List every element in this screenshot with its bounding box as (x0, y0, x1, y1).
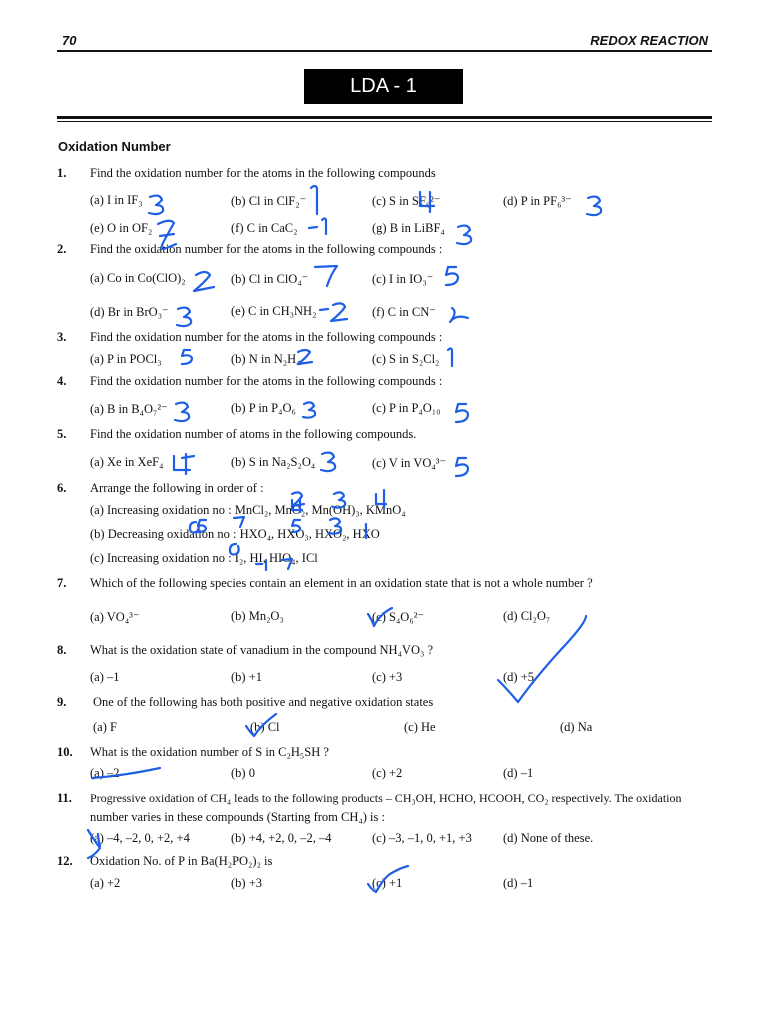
option-q10-b: (b) 0 (231, 766, 255, 780)
ink-answer-q1-d (587, 197, 601, 216)
page-number: 70 (62, 33, 77, 48)
option-q9-c: (c) He (404, 720, 436, 734)
question-number: 1. (57, 166, 67, 180)
option-q9-a: (a) F (93, 720, 117, 734)
question-number: 11. (57, 791, 72, 805)
question-number: 9. (57, 695, 67, 709)
option-q8-c: (c) +3 (372, 670, 403, 684)
option-q1-c: (c) S in SF₆²⁻ (372, 194, 441, 208)
option-q6-b: (b) Decreasing oxidation no : HXO₄, HXO₃, HXO₂, HXO (90, 527, 380, 541)
question-number: 6. (57, 481, 67, 495)
option-q6-c: (c) Increasing oxidation no : I₂, HI, HIO₄, ICl (90, 551, 318, 565)
option-q7-d: (d) Cl₂O₇ (503, 609, 551, 623)
option-q2-c: (c) I in IO₃⁻ (372, 272, 434, 286)
question-text: Find the oxidation number for the atoms in the following compounds (90, 166, 436, 180)
option-q2-f: (f) C in CN⁻ (372, 305, 436, 319)
option-q1-f: (f) C in CaC₂ (231, 221, 298, 235)
ink-answer-q2-d (177, 308, 191, 327)
ink-answer-q2-e (320, 303, 347, 321)
question-number: 8. (57, 643, 67, 657)
ink-answer-q5-b (321, 453, 335, 472)
option-q10-c: (c) +2 (372, 766, 403, 780)
question-number: 4. (57, 374, 67, 388)
title-rule-thin (57, 121, 712, 122)
option-q9-b: (b) Cl (250, 720, 280, 734)
question-number: 3. (57, 330, 67, 344)
question-number: 7. (57, 576, 67, 590)
option-q8-d: (d) +5 (503, 670, 534, 684)
section-heading: Oxidation Number (58, 139, 171, 154)
ink-answer-q1-g (457, 226, 471, 245)
option-q11-a: (a) –4, –2, 0, +2, +4 (90, 831, 190, 845)
question-text: Find the oxidation number for the atoms in the following compounds : (90, 374, 443, 388)
question-number: 10. (57, 745, 73, 759)
lda-title-box: LDA - 1 (304, 69, 463, 104)
option-q4-b: (b) P in P₄O₆ (231, 401, 296, 415)
question-number: 5. (57, 427, 67, 441)
option-q6-a: (a) Increasing oxidation no : MnCl₂, MnO₂, Mn(OH)₃, KMnO₄ (90, 503, 406, 517)
option-q1-d: (d) P in PF₆³⁻ (503, 194, 572, 208)
option-q10-d: (d) –1 (503, 766, 534, 780)
ink-answer-q3-c (448, 349, 452, 367)
ink-answer-q2-b (315, 266, 337, 286)
option-q5-b: (b) S in Na₂S₂O₄ (231, 455, 316, 469)
option-q7-a: (a) VO₄³⁻ (90, 610, 140, 624)
question-text: Find the oxidation number for the atoms in the following compounds : (90, 330, 443, 344)
option-q9-d: (d) Na (560, 720, 593, 734)
option-q2-a: (a) Co in Co(ClO)₂ (90, 271, 186, 285)
option-q3-a: (a) P in POCl₃ (90, 352, 162, 366)
ink-q6-number (234, 517, 244, 527)
question-text: Arrange the following in order of : (90, 481, 264, 495)
option-q3-b: (b) N in N₂H₄ (231, 352, 301, 366)
option-q11-c: (c) –3, –1, 0, +1, +3 (372, 831, 472, 845)
ink-check-q8 (498, 616, 586, 702)
option-q4-a: (a) B in B₄O₇²⁻ (90, 402, 168, 416)
option-q5-c: (c) V in VO₄³⁻ (372, 456, 447, 470)
option-q2-e: (e) C in CH₃NH₂ (231, 304, 317, 318)
ink-answer-q2-f (450, 308, 468, 322)
question-text: Progressive oxidation of CH₄ leads to the following products – CH₃OH, HCHO, HCOOH, CO₂ respectively. The oxidation (90, 791, 682, 805)
ink-answer-q1-b (311, 186, 317, 214)
ink-answer-q1-f (309, 219, 326, 235)
ink-answer-q2-a (194, 272, 214, 291)
option-q7-c: (c) S₄O₆²⁻ (372, 610, 425, 624)
ink-answer-q1-a (149, 196, 163, 215)
chapter-title: REDOX REACTION (590, 33, 708, 48)
option-q1-a: (a) I in IF₃ (90, 193, 143, 207)
header-rule (57, 50, 712, 52)
option-q2-d: (d) Br in BrO₃⁻ (90, 305, 169, 319)
question-text: One of the following has both positive and negative oxidation states (93, 695, 434, 709)
option-q8-a: (a) –1 (90, 670, 120, 684)
question-text-continued: number varies in these compounds (Starting from CH₄) is : (90, 810, 385, 824)
option-q7-b: (b) Mn₂O₃ (231, 609, 284, 623)
option-q8-b: (b) +1 (231, 670, 262, 684)
question-number: 2. (57, 242, 67, 256)
option-q10-a: (a) –2 (90, 766, 120, 780)
ink-answer-q4-b (303, 402, 315, 417)
option-q2-b: (b) Cl in ClO₄⁻ (231, 272, 309, 286)
option-q12-a: (a) +2 (90, 876, 121, 890)
option-q4-c: (c) P in P₄O₁₀ (372, 401, 441, 415)
title-rule-thick (57, 116, 712, 119)
ink-answer-q4-c (456, 404, 468, 422)
ink-answer-q5-c (456, 458, 468, 476)
ink-answer-q2-c (446, 267, 458, 285)
question-text: Which of the following species contain an element in an oxidation state that is not a whole number ? (90, 576, 593, 590)
option-q1-b: (b) Cl in ClF₂⁻ (231, 194, 307, 208)
option-q3-c: (c) S in S₂Cl₂ (372, 352, 440, 366)
question-text: Oxidation No. of P in Ba(H₂PO₂)₂ is (90, 854, 273, 868)
option-q12-d: (d) –1 (503, 876, 534, 890)
ink-answer-q3-a (182, 350, 192, 364)
option-q5-a: (a) Xe in XeF₄ (90, 455, 164, 469)
option-q11-d: (d) None of these. (503, 831, 594, 845)
option-q1-g: (g) B in LiBF₄ (372, 221, 445, 235)
option-q12-b: (b) +3 (231, 876, 262, 890)
option-q11-b: (b) +4, +2, 0, –2, –4 (231, 831, 332, 845)
question-text: What is the oxidation number of S in C₂H₅SH ? (90, 745, 329, 759)
question-text: Find the oxidation number for the atoms in the following compounds : (90, 242, 443, 256)
question-text: What is the oxidation state of vanadium in the compound NH₄VO₃ ? (90, 643, 434, 657)
option-q12-c: (c) +1 (372, 876, 403, 890)
question-number: 12. (57, 854, 73, 868)
ink-answer-q5-a (174, 454, 194, 474)
question-text: Find the oxidation number of atoms in the following compounds. (90, 427, 417, 441)
option-q1-e: (e) O in OF₂ (90, 221, 153, 235)
ink-answer-q4-a (175, 403, 189, 422)
